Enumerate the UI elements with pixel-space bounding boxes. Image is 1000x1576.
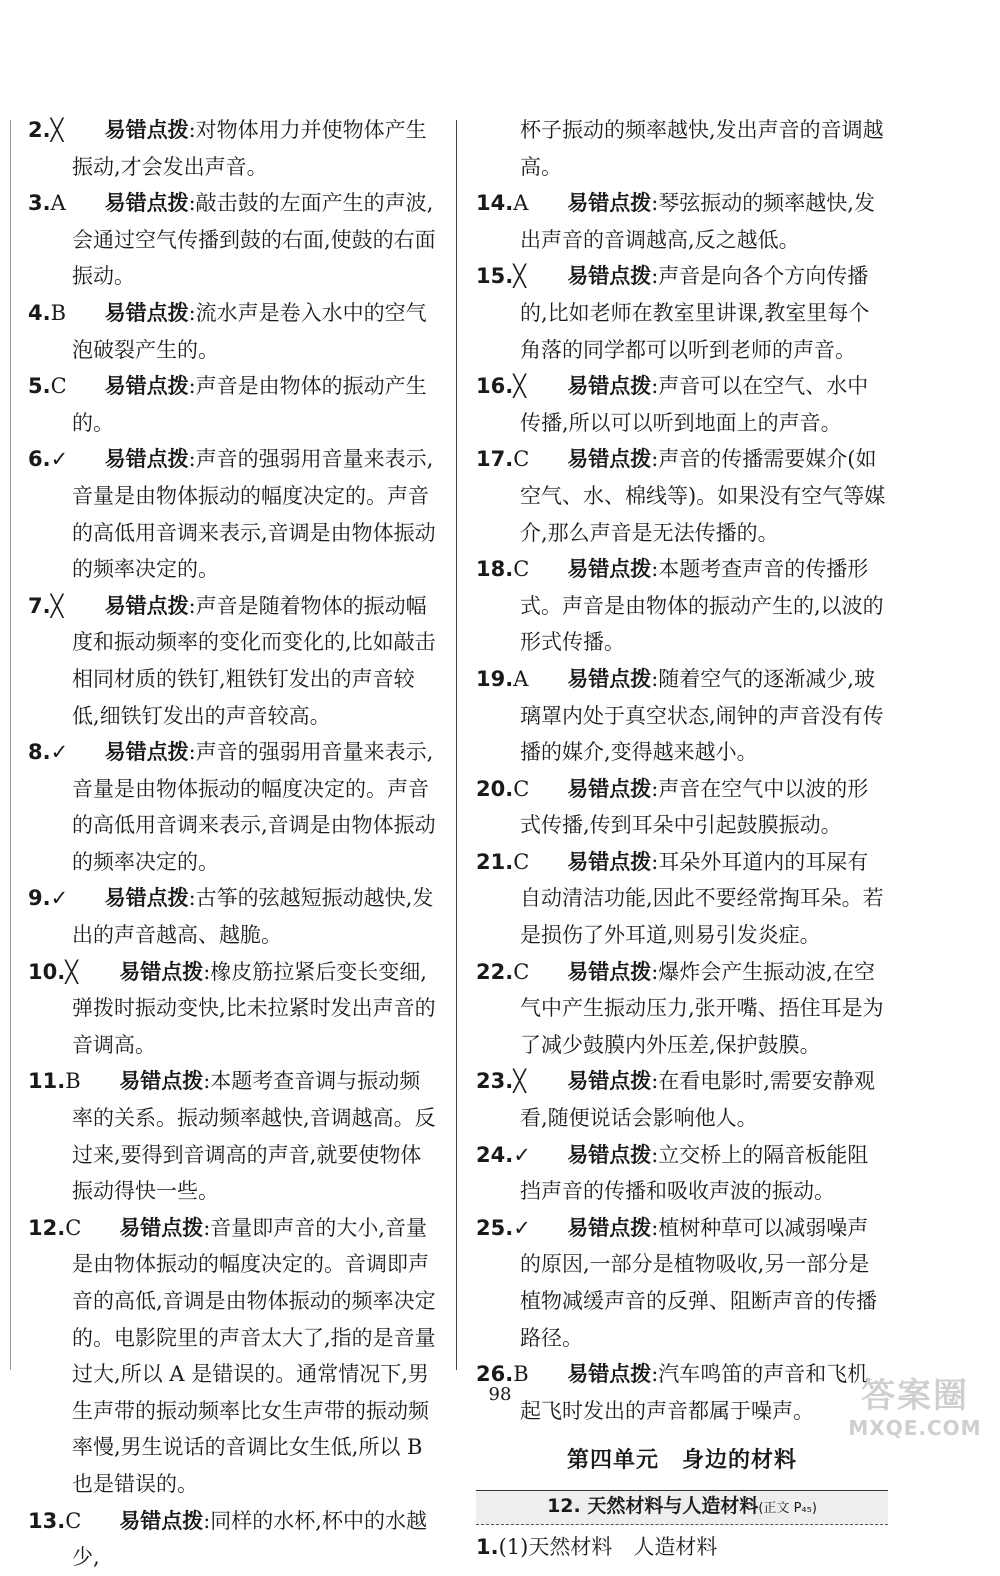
answer-mark: ✓ [50,740,69,765]
answer-number: 23. [476,1069,514,1094]
tip-label: 易错点拨 [119,1215,204,1240]
answer-mark: C [513,557,530,582]
tip-colon: : [651,374,659,399]
answer-number: 13. [28,1508,66,1533]
continuation-text: 杯子振动的频率越快,发出声音的音调越高。 [520,118,884,179]
answer-mark: ✓ [513,1142,531,1167]
answer-text: 随着空气的逐渐减少,玻璃罩内处于真空状态,闹钟的声音没有传播的媒介,变得越来越小。 [520,666,884,765]
lesson-ref: (正文 P₄₅) [758,1500,817,1516]
watermark-logo [840,1376,990,1446]
answer-number: 26. [476,1362,514,1387]
answer-mark: ╳ [50,593,64,618]
tip-label: 易错点拨 [104,191,189,216]
tip-label: 易错点拨 [567,1362,652,1387]
answer-item [476,1137,888,1210]
left-margin-rule [10,120,11,1370]
answer-number: 21. [476,849,514,874]
answer-number: 22. [476,959,514,984]
tip-colon: : [188,191,196,216]
tip-label: 易错点拨 [104,740,189,765]
answer-mark: C [513,776,530,801]
answer-item [28,368,440,441]
tip-label: 易错点拨 [104,374,189,399]
tip-label: 易错点拨 [119,1069,204,1094]
answer-text: 声音是向各个方向传播的,比如老师在教室里讲课,教室里每个角落的同学都可以听到老师的声音。 [520,264,870,362]
tip-colon: : [651,1362,659,1387]
tip-colon: : [651,959,659,984]
tip-colon: : [203,1215,211,1240]
answer-text: 耳朵外耳道内的耳屎有自动清洁功能,因此不要经常掏耳朵。若是损伤了外耳道,则易引发炎症。 [520,849,884,948]
tip-label: 易错点拨 [104,447,189,472]
answer-item [476,1210,888,1356]
answer-mark: ✓ [513,1215,531,1240]
tip-label: 易错点拨 [119,1508,204,1533]
answer-mark: A [513,191,529,216]
answer-number: 16. [476,374,514,399]
tip-label: 易错点拨 [104,118,189,142]
answer-item [476,551,888,661]
tip-colon: : [188,740,196,765]
answer-mark: C [65,1215,82,1240]
answer-mark: C [50,374,67,399]
tip-label: 易错点拨 [567,849,652,874]
answer-text: 流水声是卷入水中的空气泡破裂产生的。 [72,300,427,362]
answer-item [476,1063,888,1136]
answer-text: 在看电影时,需要安静观看,随便说话会影响他人。 [520,1069,875,1131]
answer-item [476,661,888,771]
answer-item [28,734,440,880]
answer-number: 7. [28,593,51,618]
tip-label: 易错点拨 [567,1142,652,1167]
answer-item [476,954,888,1064]
watermark-url: MXQE.COM [848,1416,982,1440]
tip-colon: : [203,959,211,984]
tip-colon: : [651,447,659,472]
answer-number: 12. [28,1215,66,1240]
answer-mark: B [513,1362,529,1387]
tip-colon: : [651,557,659,582]
answer-text: 橡皮筋拉紧后变长变细,弹拨时振动变快,比未拉紧时发出声音的音调高。 [72,959,436,1057]
answer-item [28,880,440,953]
tip-label: 易错点拨 [104,300,189,325]
answer-mark: C [513,849,530,874]
answer-line-text: (1)天然材料 人造材料 [498,1534,718,1559]
tip-colon: : [651,1069,659,1094]
tip-colon: : [651,1215,659,1240]
tip-colon: : [651,776,659,801]
answer-mark: A [50,191,66,216]
answer-mark: ✓ [50,886,69,911]
tip-label: 易错点拨 [104,593,189,618]
answer-item [476,441,888,551]
tip-label: 易错点拨 [567,447,652,472]
answer-item [476,185,888,258]
answer-item [28,441,440,587]
answer-text: 声音的强弱用音量来表示,音量是由物体振动的幅度决定的。声音的高低用音调来表示,音调是由物体振动的频率决定的。 [72,740,436,874]
answer-number: 4. [28,300,51,325]
tip-label: 易错点拨 [567,374,652,399]
answer-mark: ╳ [513,264,526,289]
tip-label: 易错点拨 [119,959,204,984]
answer-text: 汽车鸣笛的声音和飞机起飞时发出的声音都属于噪声。 [520,1362,869,1423]
answer-text: 本题考查音调与振动频率的关系。振动频率越快,音调越高。反过来,要得到音调高的声音,就要使物体振动得快一些。 [72,1069,436,1204]
tip-colon: : [651,191,659,216]
answer-text: 声音是随着物体的振动幅度和振动频率的变化而变化的,比如敲击相同材质的铁钉,粗铁钉发出的声音较低,细铁钉发出的声音较高。 [72,593,436,728]
answer-item [28,112,440,185]
answer-mark: C [513,447,530,472]
lesson-title: 12. 天然材料与人造材料 [547,1494,759,1517]
answer-text: 声音是由物体的振动产生的。 [72,374,427,435]
answer-mark: ╳ [65,959,78,984]
answer-text: 声音的强弱用音量来表示,音量是由物体振动的幅度决定的。声音的高低用音调来表示,音调是由物体振动的频率决定的。 [72,447,436,582]
tip-label: 易错点拨 [567,666,652,691]
answer-item [476,844,888,954]
right-answer-list [476,185,888,1429]
answer-text: 声音在空气中以波的形式传播,传到耳朵中引起鼓膜振动。 [520,776,869,838]
tip-label: 易错点拨 [567,1069,652,1094]
answer-number: 19. [476,666,514,691]
tip-colon: : [203,1508,211,1533]
right-column [476,112,888,1566]
answer-text: 古筝的弦越短振动越快,发出的声音越高、越脆。 [72,886,434,948]
answer-text: 琴弦振动的频率越快,发出声音的音调越高,反之越低。 [520,191,875,252]
answer-item [28,295,440,368]
tip-colon: : [651,666,659,691]
answer-item [28,954,440,1064]
tip-label: 易错点拨 [567,1215,652,1240]
answer-item [28,185,440,295]
answer-mark: C [65,1508,82,1533]
tip-colon: : [651,264,659,289]
answer-item [28,1210,440,1503]
answer-item [28,1503,440,1576]
tip-colon: : [188,118,196,142]
answer-item [28,588,440,734]
left-column [28,112,440,1576]
answer-line [476,1529,888,1566]
answer-text: 对物体用力并使物体产生振动,才会发出声音。 [72,118,427,179]
answer-mark: ╳ [513,1069,526,1094]
answer-mark: ✓ [50,447,69,472]
answer-number: 8. [28,740,51,765]
answer-number: 20. [476,776,514,801]
answer-number: 14. [476,191,514,216]
answer-number: 24. [476,1142,514,1167]
answer-number: 5. [28,374,51,399]
tip-colon: : [651,1142,659,1167]
tip-label: 易错点拨 [567,557,652,582]
answer-text: 声音的传播需要媒介(如空气、水、棉线等)。如果没有空气等媒介,那么声音是无法传播的。 [520,447,886,545]
answer-mark: B [65,1069,81,1094]
answer-mark: A [513,666,529,691]
tip-colon: : [188,593,196,618]
tip-label: 易错点拨 [567,959,652,984]
answer-text: 爆炸会产生振动波,在空气中产生振动压力,张开嘴、捂住耳是为了减少鼓膜内外压差,保护鼓膜。 [520,959,884,1057]
answer-number: 10. [28,959,66,984]
left-answer-list [28,112,440,1576]
answer-number: 6. [28,447,51,472]
answer-text: 同样的水杯,杯中的水越少, [72,1508,427,1570]
tip-label: 易错点拨 [567,776,652,801]
tip-colon: : [188,374,196,399]
tip-label: 易错点拨 [567,264,652,289]
answer-number: 9. [28,886,51,911]
answer-item [28,1063,440,1209]
answer-text: 声音可以在空气、水中传播,所以可以听到地面上的声音。 [520,374,869,435]
tip-label: 易错点拨 [104,886,189,911]
answer-item [476,771,888,844]
answer-number: 2. [28,118,51,142]
answer-text: 本题考查声音的传播形式。声音是由物体的振动产生的,以波的形式传播。 [520,557,884,655]
tip-colon: : [203,1069,211,1094]
answer-number: 17. [476,447,514,472]
answer-number: 25. [476,1215,514,1240]
watermark-cn: 答案圈 [861,1376,969,1416]
answer-number: 18. [476,557,514,582]
answer-line-number: 1. [476,1534,499,1559]
answer-text: 立交桥上的隔音板能阻挡声音的传播和吸收声波的振动。 [520,1142,869,1204]
section-title: 第四单元 身边的材料 [566,1448,797,1474]
page-number: 98 [488,1384,512,1405]
answer-mark: B [50,300,67,325]
answer-text: 植树种草可以减弱噪声的原因,一部分是植物吸收,另一部分是植物减缓声音的反弹、阻断声音的传播路径。 [520,1215,877,1350]
answer-mark: ╳ [513,374,526,399]
tip-label: 易错点拨 [567,191,652,216]
column-divider [456,120,457,1370]
answer-mark: C [513,959,530,984]
answer-number: 11. [28,1069,66,1094]
answer-number: 15. [476,264,514,289]
tip-colon: : [188,447,196,472]
answer-mark: ╳ [50,118,64,142]
answer-text: 音量即声音的大小,音量是由物体振动的幅度决定的。音调即声音的高低,音调是由物体振动的频率决定的。电影院里的声音太大了,指的是音量过大,所以 A 是错误的。通常情况下,男生声带的振动频率比女生声带的振动频率慢,男生说话的音调比女生低,所以 B 也是错误的。 [72,1215,436,1496]
tip-colon: : [188,886,196,911]
lesson-header [476,1490,888,1525]
answer-number: 3. [28,191,51,216]
tip-colon: : [651,849,659,874]
tip-colon: : [188,300,196,325]
answer-item [476,368,888,441]
answer-text: 敲击鼓的左面产生的声波,会通过空气传播到鼓的右面,使鼓的右面振动。 [72,191,436,289]
answer-item [476,258,888,368]
